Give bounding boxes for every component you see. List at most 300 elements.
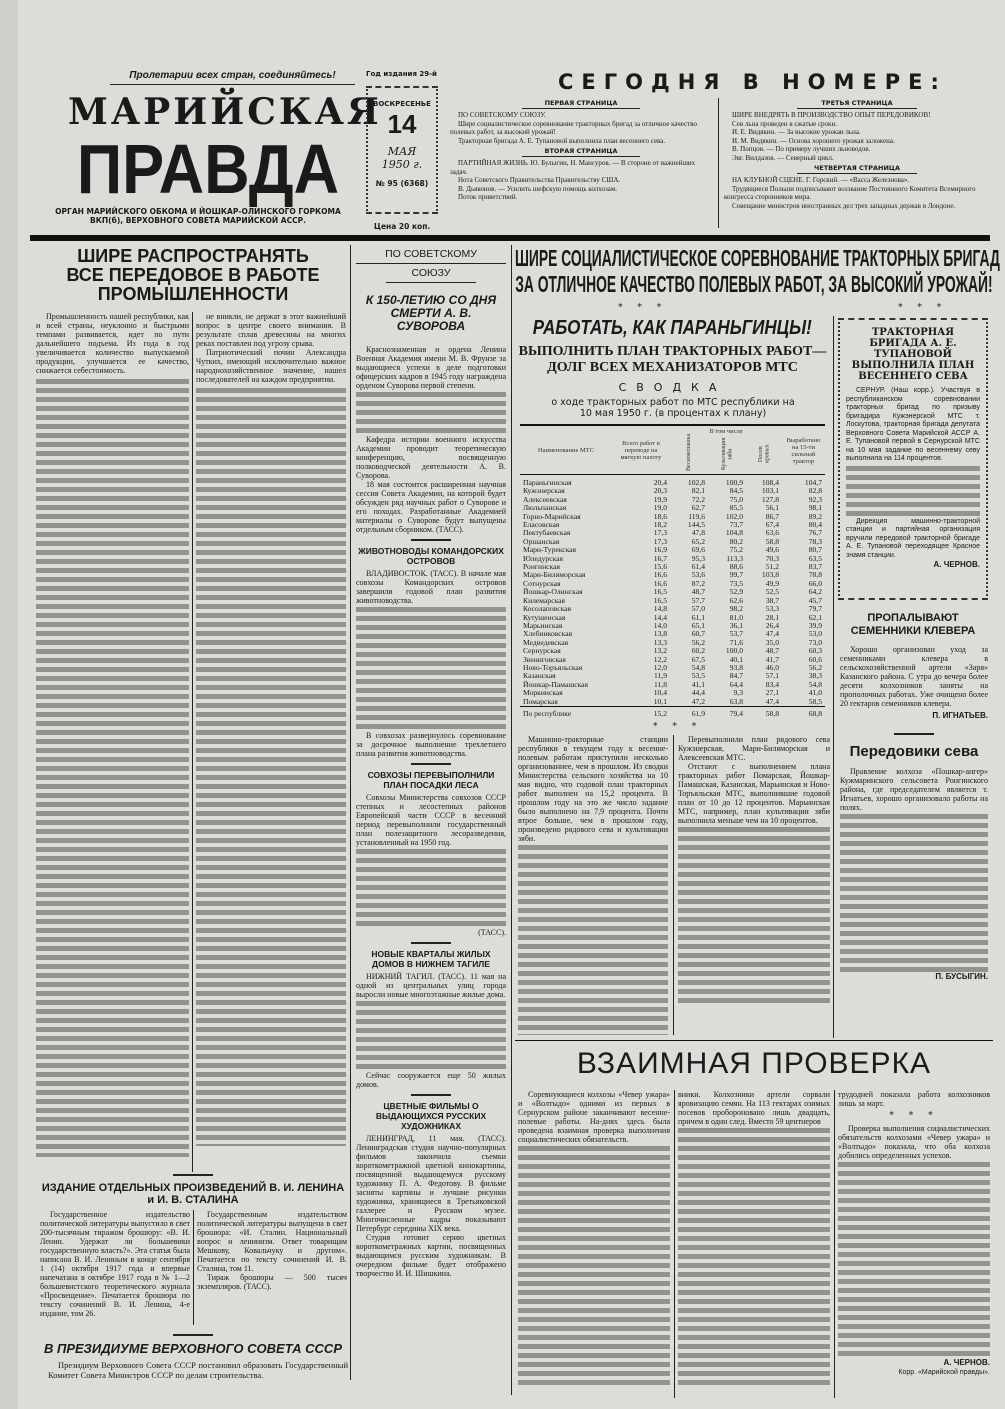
value-cell: 65,1 — [691, 620, 705, 630]
text-block — [846, 464, 980, 518]
value-cell: 53,6 — [691, 570, 705, 580]
value-cell: 56,1 — [765, 503, 779, 513]
value-cell: 47,2 — [691, 696, 705, 706]
mts-name: Параньгинская — [523, 478, 572, 487]
contents-item: В. Дьяконов. — Усилить шефскую помощь колхозам. — [458, 184, 618, 193]
mts-name: Звениговская — [523, 654, 566, 664]
value-cell: 60,7 — [691, 629, 705, 639]
value-cell: 63,6 — [765, 528, 779, 538]
value-cell: 16,5 — [653, 595, 667, 605]
value-cell: 47,4 — [765, 629, 779, 639]
stars: * * * — [889, 1111, 939, 1121]
header-group: В том числе — [709, 428, 743, 435]
mts-name: Хлебниковская — [523, 629, 573, 639]
contents-item: Сев льна проведен в сжатые сроки. — [732, 119, 837, 128]
value-cell: 87,2 — [691, 578, 705, 588]
text-block — [356, 847, 506, 928]
header-c1: Весновспашка — [685, 433, 692, 471]
value-cell: 127,8 — [761, 494, 779, 504]
value-cell: 82,1 — [691, 486, 705, 496]
text-block — [356, 999, 506, 1071]
value-cell: 14,8 — [653, 604, 667, 614]
mts-name: Килемарская — [523, 595, 566, 605]
text-block — [840, 812, 988, 972]
value-cell: 78,3 — [808, 536, 822, 546]
tagil-headline: НОВЫЕ КВАРТАЛЫ ЖИЛЫХ ДОМОВ В НИЖНЕМ ТАГИЛЕ — [371, 949, 491, 969]
paragraph: Совхозы Министерства совхозов СССР степных и лесостепных районов Европейской части СССР в весенний период перевыполнили государственный план полезащитного лесоразведения, установленный на 1950 год. — [356, 793, 506, 847]
value-cell: 67,5 — [691, 654, 705, 664]
header-c4: Выработано на 15-ти сильный трактор — [786, 436, 821, 465]
paragraph: Соревнующиеся колхозы «Чевер ужара» и «Волтыдо» одними из первых в Сернурском районе заканчивают весенне-полевые работы. На-днях здесь была проведена взаимная проверка выполнения социалистических обязательств. — [518, 1090, 670, 1144]
mts-name: Люльпанская — [523, 503, 567, 513]
value-cell: 80,2 — [729, 536, 743, 546]
value-cell: 18,2 — [653, 520, 667, 530]
table-row — [520, 588, 825, 596]
value-cell: 63,8 — [729, 696, 743, 706]
value-cell: 64,2 — [808, 587, 822, 597]
table-row — [520, 475, 825, 488]
summary-head1: РАБОТАТЬ, КАК ПАРАНЬГИНЦЫ! — [532, 317, 812, 339]
header-c3: Посев яровых — [757, 444, 770, 464]
lenin-stalin-col2 — [197, 1210, 347, 1291]
table-row — [520, 513, 825, 521]
value-cell: 83,7 — [808, 562, 822, 572]
paragraph: Машинно-тракторные станции республики в текущем году к весенне-полевым работам приступили несколько организованнее, чем в прошлом. Из сводки Министерства сельского хозяйства на 10 мая видно, что годовой план тракторных работ выполнен на 15,2 процента. В прошлом году на это же число задание было выполнено на 7,9 процента. Почти втрое больше, чем в прошлом году, произведено рядового сева и культивации зяби. — [518, 735, 668, 843]
middle-column — [356, 345, 506, 1278]
contents-item: Поток приветствий. — [458, 193, 518, 201]
text-block — [36, 377, 189, 1157]
table-total-row — [520, 706, 825, 718]
value-cell: 54,8 — [691, 662, 705, 672]
title-line1: МАРИЙСКАЯ — [68, 91, 382, 133]
section-rule — [515, 1040, 993, 1041]
value-cell: 14,0 — [653, 620, 667, 630]
value-cell: 41,0 — [808, 688, 822, 698]
stars: * * * — [898, 303, 948, 313]
value-cell: 26,4 — [765, 620, 779, 630]
table-row — [520, 605, 825, 613]
tass-sign: (ТАСС). — [478, 928, 506, 937]
value-cell: 89,2 — [808, 511, 822, 521]
value-cell: 100,0 — [725, 646, 743, 656]
paragraph: Государственным издательством политической литературы выпущена в свет брошюра: «И. Сталин. Национальный вопрос и ленинизм. Ответ товарищам Мешкову, Ковальчуку и другим». Печатается по тексту сочинений И. В. Сталина, том 11. — [197, 1210, 347, 1273]
mts-name: Медведевская — [523, 637, 569, 647]
value-cell: 13,2 — [653, 646, 667, 656]
value-cell: 86,7 — [765, 511, 779, 521]
value-cell: 69,6 — [691, 545, 705, 555]
title-line2: ПРАВДА — [76, 130, 340, 208]
issue-number: № 95 (6368) — [375, 179, 429, 188]
value-cell: 16,9 — [653, 545, 667, 555]
day: 14 — [387, 109, 417, 139]
value-cell: 73,0 — [808, 637, 822, 647]
lenin-stalin-headline: ИЗДАНИЕ ОТДЕЛЬНЫХ ПРОИЗВЕДЕНИЙ В. И. ЛЕНИНА и И. В. СТАЛИНА — [41, 1182, 345, 1206]
mts-name: Еласовская — [523, 520, 560, 530]
mts-name: Юледурская — [523, 553, 564, 563]
value-cell: 62,1 — [808, 612, 822, 622]
contents-left — [450, 97, 712, 202]
value-cell: 80,4 — [808, 520, 822, 530]
paragraph: Отстают с выполнением плана тракторных работ Помарская, Йошкар-Памашская, Казанская, Марьинская и Ново-Торъяльская МТС, выполнившие годовой план от 10 до 12 процентов. Марьинская МТС, например, план культивации зяби выполнила меньше чем на 10 процентов. — [678, 762, 830, 825]
table-row — [520, 689, 825, 697]
clover-headline: ПРОПАЛЫВАЮТ СЕМЕННИКИ КЛЕВЕРА — [850, 612, 976, 637]
value-cell: 20,4 — [653, 478, 667, 487]
contents-section-head: ВТОРАЯ СТРАНИЦА — [522, 147, 640, 157]
year-of-publication: Год издания 29-й — [366, 70, 437, 78]
value-cell: 64,4 — [729, 679, 743, 689]
header-name: Наименование МТС — [537, 447, 595, 454]
year-date: 1950 г. — [381, 158, 423, 171]
value-cell: 16,6 — [653, 570, 667, 580]
contents-item: ШИРЕ ВНЕДРЯТЬ В ПРОИЗВОДСТВО ОПЫТ ПЕРЕДОВИКОВ! — [732, 111, 931, 119]
contents-title: СЕГОДНЯ В НОМЕРЕ: — [558, 70, 947, 94]
signature: П. ИГНАТЬЕВ. — [932, 711, 988, 720]
value-cell: 62,6 — [729, 595, 743, 605]
stars: * * * — [653, 722, 703, 732]
value-cell: 40,1 — [729, 654, 743, 664]
value-cell: 58,8 — [765, 536, 779, 546]
weekday: ВОСКРЕСЕНЬЕ — [373, 100, 431, 108]
separator — [411, 942, 451, 944]
mts-name: Казанская — [523, 671, 556, 681]
value-cell: 82,8 — [808, 486, 822, 496]
value-cell: 104,7 — [804, 478, 822, 487]
value-cell: 60,3 — [808, 646, 822, 656]
mts-name: Йошкар-Олинская — [523, 587, 583, 597]
value-cell: 76,7 — [808, 528, 822, 538]
value-cell: 98,2 — [729, 604, 743, 614]
value-cell: 47,4 — [765, 696, 779, 706]
lead-headline: ШИРЕ РАСПРОСТРАНЯТЬ ВСЕ ПЕРЕДОВОЕ В РАБОТЕ ПРОМЫШЛЕННОСТИ — [66, 246, 320, 304]
value-cell: 46,0 — [765, 662, 779, 672]
value-cell: 41,7 — [765, 654, 779, 664]
value-cell: 92,3 — [808, 494, 822, 504]
value-cell: 38,7 — [765, 595, 779, 605]
animals-headline: ЖИВОТНОВОДЫ КОМАНДОРСКИХ ОСТРОВОВ — [358, 546, 504, 566]
paragraph: Сейчас сооружается еще 50 жилых домов. — [356, 1071, 506, 1089]
value-cell: 41,1 — [691, 679, 705, 689]
paragraph: Дирекция машинно-тракторной станции и партийная организация вручили передовой тракторной бригаде А. Е. Тупановой переходящее Красное знамя станции. — [846, 517, 980, 559]
mts-name: Косолаповская — [523, 604, 572, 614]
value-cell: 52,5 — [765, 587, 779, 597]
organ-line: ОРГАН МАРИЙСКОГО ОБКОМА И ЙОШКАР-ОЛИНСКОГО ГОРКОМА ВКП(б), ВЕРХОВНОГО СОВЕТА МАРИЙСКОЙ АССР. — [55, 207, 341, 225]
value-cell: 10,4 — [653, 688, 667, 698]
value-cell: 119,6 — [688, 511, 705, 521]
total-value: 61,9 — [691, 708, 705, 718]
value-cell: 103,1 — [761, 486, 779, 496]
sowing-headline: Передовики сева — [849, 743, 979, 760]
value-cell: 61,1 — [691, 612, 705, 622]
value-cell: 99,7 — [729, 570, 743, 580]
table-header — [520, 427, 825, 475]
summary-head2: ВЫПОЛНИТЬ ПЛАН ТРАКТОРНЫХ РАБОТ— ДОЛГ ВСЕХ МЕХАНИЗАТОРОВ МТС — [518, 344, 827, 375]
table-row — [520, 546, 825, 554]
separator — [173, 1334, 213, 1336]
value-cell: 11,8 — [653, 679, 667, 689]
value-cell: 80,7 — [808, 545, 822, 555]
svodka-subtitle: о ходе тракторных работ по МТС республики на 10 мая 1950 г. (в процентах к плану) — [551, 397, 795, 419]
value-cell: 54,8 — [808, 679, 822, 689]
mts-name: Алексеевская — [523, 494, 567, 504]
lead-paragraph: Промышленность нашей республики, как и всей страны, неуклонно и быстрыми темпами развивается, идет по пути дальнейшего подъема. Из года в год увеличивается количество выпускаемой продукции, улучшается ее качество, снижается себестоимость. — [36, 312, 189, 375]
separator — [411, 1094, 451, 1096]
contents-item: Совещание министров иностранных дел трех западных держав в Лондоне. — [732, 201, 956, 210]
signature-subtitle: Корр. «Марийской правды». — [898, 1369, 990, 1376]
value-cell: 58,5 — [808, 696, 822, 706]
table-row — [520, 555, 825, 563]
value-cell: 61,4 — [691, 562, 705, 572]
text-block — [356, 390, 506, 435]
value-cell: 13,3 — [653, 637, 667, 647]
mts-name: Сернурская — [523, 646, 561, 656]
stars: * * * — [618, 303, 668, 313]
text-block — [196, 386, 346, 1146]
header-c2: Культивация зяби — [720, 437, 733, 471]
paragraph: Правление колхоза «Пошкар-ангер» Кужмаринского сельсовета Ронгинского района, где председателем является т. Игнатьев, хорошо организовало работы на полях. — [840, 767, 988, 812]
total-value: 58,8 — [765, 708, 779, 718]
separator — [173, 1174, 213, 1176]
banner-line1: ШИРЕ СОЦИАЛИСТИЧЕСКОЕ СОРЕВНОВАНИЕ ТРАКТОРНЫХ БРИГАД — [515, 246, 1000, 272]
mts-name: Пектубаевская — [523, 528, 571, 538]
contents-item: ПАРТИЙНАЯ ЖИЗНЬ. Ю. Булыгин, Н. Мансуров. — В стороне от важнейших задач. — [450, 159, 696, 176]
value-cell: 38,3 — [808, 671, 822, 681]
value-cell: 81,0 — [729, 612, 743, 622]
value-cell: 36,1 — [729, 620, 743, 630]
table-row — [520, 681, 825, 689]
date-box — [366, 86, 438, 214]
value-cell: 9,3 — [733, 688, 743, 698]
paragraph: Хорошо организован уход за семенниками клевера в сельскохозяйственной артели «Заря» Казанского района. С утра до вечера более десяти колхозников заняты на прополочных работах. Уже очищено более 20 гектаров семенников клевера. — [840, 645, 988, 708]
mts-name: Мари-Биляморская — [523, 570, 586, 580]
paragraph: Перевыполнили план рядового сева Кужэнерская, Мари-Биляморская и Алексеевская МТС. — [678, 735, 830, 762]
value-cell: 72,2 — [691, 494, 705, 504]
column-divider — [350, 245, 351, 1380]
mts-name: Марьинская — [523, 620, 563, 630]
rubric-line2: СОЮЗУ — [386, 266, 476, 283]
value-cell: 95,3 — [691, 553, 705, 563]
mts-name: Горно-Марийская — [523, 511, 581, 521]
text-block — [518, 843, 668, 1035]
month: МАЯ — [387, 145, 417, 158]
banner-line2: ЗА ОТЛИЧНОЕ КАЧЕСТВО ПОЛЕВЫХ РАБОТ, ЗА ВЫСОКИЙ УРОЖАЙ! — [515, 272, 993, 298]
contents-item: ПО СОВЕТСКОМУ СОЮЗУ. — [458, 111, 546, 119]
summary-text-col1 — [518, 735, 668, 1035]
rubric-line1: ПО СОВЕТСКОМУ — [356, 247, 506, 264]
value-cell: 45,7 — [808, 595, 822, 605]
value-cell: 100,9 — [725, 478, 743, 487]
value-cell: 47,8 — [691, 528, 705, 538]
value-cell: 56,2 — [691, 637, 705, 647]
value-cell: 67,4 — [765, 520, 779, 530]
value-cell: 39,9 — [808, 620, 822, 630]
forest-headline: СОВХОЗЫ ПЕРЕВЫПОЛНИЛИ ПЛАН ПОСАДКИ ЛЕСА — [367, 770, 495, 790]
value-cell: 108,4 — [761, 478, 779, 487]
masthead-rule — [30, 235, 990, 241]
mts-name: Моркинская — [523, 688, 563, 698]
paragraph: Проверка выполнения социалистических обязательств колхозами «Чевер ужара» и «Волтыдо» показала, что оба колхоза добились определенных успехов. — [838, 1124, 990, 1160]
paragraph: ВЛАДИВОСТОК. (ТАСС). В начале мая совхозы Командорских островов завершили годовой план развития животноводства. — [356, 569, 506, 605]
total-value: 79,4 — [729, 708, 743, 718]
total-value: 68,8 — [808, 708, 822, 718]
paragraph: трудодней показала работа колхозников лишь за март. — [838, 1090, 990, 1108]
value-cell: 35,0 — [765, 637, 779, 647]
films-headline: ЦВЕТНЫЕ ФИЛЬМЫ О ВЫДАЮЩИХСЯ РУССКИХ ХУДОЖНИКАХ — [375, 1101, 487, 1131]
paragraph: СЕРНУР. (Наш корр.). Участвуя в республиканском соревновании тракторных бригад по призыву бригадира Кужэнерской МТС т. Лоскутова, тракторная бригада депутата Верховного Совета Марийской АССР А. Е. Тупановой первой в Сернурской МТС на 10 мая задание по весеннему севу выполнила на 114 процентов. — [846, 387, 980, 462]
value-cell: 17,3 — [653, 528, 667, 538]
value-cell: 93,8 — [729, 662, 743, 672]
value-cell: 19,9 — [653, 494, 667, 504]
value-cell: 15,6 — [653, 562, 667, 572]
value-cell: 75,0 — [729, 494, 743, 504]
lenin-stalin-col1: Государственное издательство политической литературы выпустило в свет 200-тысячным тиражом брошюру: «В. И. Ленин. Удержат ли большевики государственную власть?». Эта статья была написана В. И. Лениным в конце сентября 1 (14) октября 1917 года и впервые напечатана в октябре 1917 года в № 1—2 большевистского теоретического журнала «Просвещение». Печатается брошюра по тексту сочинений В. И. Ленина, 4-е издание, том 26. — [40, 1210, 190, 1318]
contents-right — [724, 97, 990, 210]
check-col1 — [518, 1090, 670, 1387]
mts-name: Кутушенская — [523, 612, 566, 622]
contents-item: Эвг. Вилдазов. — Северный цикл. — [732, 153, 834, 162]
value-cell: 113,3 — [726, 553, 743, 563]
summary-table — [520, 427, 825, 718]
paragraph: Студия готовит серию цветных короткометражных картин, посвященных выдающимся русским художникам. В очередном фильме будет отображено творчество И. И. Шишкина. — [356, 1233, 506, 1278]
value-cell: 57,0 — [691, 604, 705, 614]
text-block — [678, 825, 830, 1005]
table-rule — [520, 424, 825, 426]
contents-divider — [718, 98, 719, 228]
lead-paragraph: не вникли, не держат в этот важнейший вопрос в центре своего внимания. В результате сплав древесины на многих реках поставлен под угрозу срыва. — [196, 312, 346, 348]
value-cell: 75,2 — [729, 545, 743, 555]
banner-headline — [515, 246, 1000, 299]
mts-name: Кужэнерская — [523, 486, 565, 496]
value-cell: 83,4 — [765, 679, 779, 689]
separator — [894, 733, 934, 735]
value-cell: 44,4 — [691, 688, 705, 698]
value-cell: 14,4 — [653, 612, 667, 622]
header-c1-cell — [670, 433, 708, 475]
contents-item: Нота Советского Правительства Правительству США. — [458, 176, 621, 184]
contents-section-head: ПЕРВАЯ СТРАНИЦА — [522, 99, 640, 109]
check-col2 — [678, 1090, 830, 1387]
contents-item: Шире социалистическое соревнование тракторных бригад за отличное качество полевых работ, за высокий урожай! — [450, 119, 697, 136]
paragraph: вники. Колхозники артели сорвали яровизацию семян. На 113 гектарах озимых посевов пробороновано лишь двадцать, причем в один след. Вместо 59 центнеров — [678, 1090, 830, 1126]
value-cell: 102,0 — [725, 511, 743, 521]
column-divider — [193, 1210, 194, 1325]
lead-column-1 — [36, 312, 189, 1172]
value-cell: 16,6 — [653, 578, 667, 588]
value-cell: 65,2 — [691, 536, 705, 546]
contents-item: И. М. Видякин. — Основа хорошего урожая заложена. — [732, 136, 895, 145]
value-cell: 78,8 — [808, 570, 822, 580]
value-cell: 63,5 — [808, 553, 822, 563]
column-divider — [673, 735, 674, 1035]
value-cell: 49,6 — [765, 545, 779, 555]
contents-section-head: ЧЕТВЕРТАЯ СТРАНИЦА — [797, 164, 917, 174]
column-divider — [674, 1090, 675, 1398]
table-row — [520, 639, 825, 647]
paragraph: Кафедра истории военного искусства Академии проводит теоретическую конференцию, посвященную полководческой деятельности А. В. Суворова. — [356, 435, 506, 480]
signature: А. ЧЕРНОВ. — [933, 560, 980, 569]
clover-article — [840, 645, 988, 982]
value-cell: 88,6 — [729, 562, 743, 572]
value-cell: 20,3 — [653, 486, 667, 496]
mts-name: Мари-Турекская — [523, 545, 577, 555]
text-block — [678, 1126, 830, 1387]
value-cell: 103,8 — [761, 570, 779, 580]
value-cell: 10,1 — [653, 696, 667, 706]
value-cell: 62,7 — [691, 503, 705, 513]
newspaper-page — [18, 0, 1005, 1409]
text-block — [838, 1160, 990, 1358]
value-cell: 66,0 — [808, 578, 822, 588]
value-cell: 60,2 — [691, 646, 705, 656]
value-cell: 52,9 — [729, 587, 743, 597]
mts-name: Йошкар-Памашская — [523, 679, 589, 689]
tupanova-box — [838, 318, 988, 600]
value-cell: 48,7 — [765, 646, 779, 656]
value-cell: 18,6 — [653, 511, 667, 521]
value-cell: 16,5 — [653, 587, 667, 597]
contents-section-head: ТРЕТЬЯ СТРАНИЦА — [797, 99, 917, 109]
signature: П. БУСЫГИН. — [935, 972, 988, 981]
contents-item: НА КЛУБНОЙ СЦЕНЕ. Г. Горский. — «Васса Железнова». — [732, 176, 910, 184]
paragraph: НИЖНИЙ ТАГИЛ. (ТАСС). 11 мая на одной из центральных улиц города выросли новые многоэтажные жилые дома. — [356, 972, 506, 999]
contents-item: Трудящиеся Польши подписывают воззвание Постоянного Комитета Всемирного конгресса сторонников мира. — [724, 184, 976, 201]
value-cell: 73,7 — [729, 520, 743, 530]
slogan: Пролетарии всех стран, соединяйтесь! — [110, 70, 355, 85]
tupanova-headline: ТРАКТОРНАЯ БРИГАДА А. Е. ТУПАНОВОЙ ВЫПОЛНИЛА ПЛАН ВЕСЕННЕГО СЕВА — [851, 327, 975, 382]
text-block — [518, 1144, 670, 1387]
separator — [411, 539, 451, 541]
value-cell: 84,7 — [729, 671, 743, 681]
value-cell: 73,5 — [729, 578, 743, 588]
lead-paragraph: Патриотический почин Александра Чутких, имеющий исключительно важное народнохозяйственное значение, нашел последователей на каждом предприятии. — [196, 348, 346, 384]
value-cell: 12,2 — [653, 654, 667, 664]
value-cell: 53,7 — [729, 629, 743, 639]
paragraph: Краснознаменная и ордена Ленина Военная Академия имени М. В. Фрунзе за выдающиеся успехи в деле подготовки офицерских кадров в 1945 году награждена орденом Суворова первой степени. — [356, 345, 506, 390]
check-col3 — [838, 1090, 990, 1377]
separator — [411, 763, 451, 765]
table-row — [520, 571, 825, 579]
mts-name: Сотнурская — [523, 578, 561, 588]
header-c3-cell — [746, 436, 782, 475]
value-cell: 19,0 — [653, 503, 667, 513]
value-cell: 56,2 — [808, 662, 822, 672]
signature: А. ЧЕРНОВ. — [943, 1358, 990, 1367]
value-cell: 60,6 — [808, 654, 822, 664]
mts-name: Ронгинская — [523, 562, 560, 572]
value-cell: 27,1 — [765, 688, 779, 698]
rubric-po-sovetskomu-soyuzu — [356, 247, 506, 283]
paragraph: 18 мая состоится расширенная научная сессия Совета Академии, на которой будет обсужден ряд научных работ о Суворове и его походах. Разработанные Академией материалы о Суворове будут выпущены отдельным сборником. (ТАСС). — [356, 480, 506, 534]
value-cell: 85,5 — [729, 503, 743, 513]
table-row — [520, 529, 825, 537]
presidium-headline: В ПРЕЗИДИУМЕ ВЕРХОВНОГО СОВЕТА СССР — [44, 1341, 342, 1356]
value-cell: 28,1 — [765, 612, 779, 622]
contents-item: И. Е. Видякин. — За высокие урожаи льна. — [732, 128, 861, 136]
value-cell: 51,2 — [765, 562, 779, 572]
table-row — [520, 614, 825, 622]
mts-name: Оршанская — [523, 536, 560, 546]
total-label: По республике — [523, 708, 572, 718]
total-value: 15,2 — [653, 708, 667, 718]
column-divider — [833, 316, 834, 1038]
value-cell: 53,0 — [808, 629, 822, 639]
contents-item: В. Попцов. — По примеру лучших льноводов. — [732, 145, 871, 153]
header-total: Всего работ в переводе на мягкую пахоту — [620, 440, 662, 461]
value-cell: 48,7 — [691, 587, 705, 597]
paragraph: ЛЕНИНГРАД, 11 мая. (ТАСС). Ленинградская студия научно-популярных фильмов закончила съемки короткометражной цветной кинокартины, посвященной выдающемуся русскому художнику П. А. Федотову. В фильме засняты картины и лучшие рисунки художника, хранящиеся в Третьяковской галлерее и Русском музее. Многочисленные кадры показывают Петербург середины XIX века. — [356, 1134, 506, 1233]
summary-text-col2 — [678, 735, 830, 1035]
table-row — [520, 664, 825, 672]
value-cell: 16,7 — [653, 553, 667, 563]
